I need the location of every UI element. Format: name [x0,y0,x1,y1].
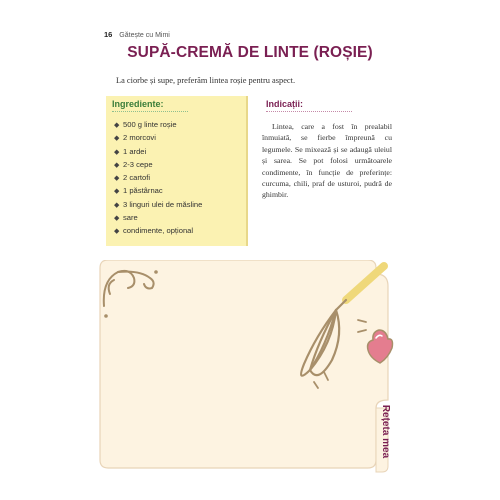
recipe-title: SUPĂ-CREMĂ DE LINTE (ROȘIE) [127,44,373,61]
list-item [114,131,202,144]
ingredient-text: 500 g linte roșie [123,120,177,129]
bullet-icon: ◆ [114,201,120,209]
page-number: 16 [104,30,113,39]
list-item [114,158,202,171]
ingredients-heading: Ingrediente: [112,99,188,112]
bullet-icon: ◆ [114,122,120,129]
ingredient-text: 2 morcovi [123,133,156,143]
ingredient-text: 1 ardei [123,146,147,156]
directions-text: Lintea, care a fost în prealabil înmuiată, se fierbe împreună cu legumele. Se mixează și se adaugă uleiul și sarea. Se pot folosi următoarele condimente, în funcție de preferințe: curcuma, chili, praf de usturoi, pudră de ghimbir. [262,122,392,200]
list-item [114,211,202,224]
bullet-icon: ◆ [114,148,120,156]
tab-my-recipe[interactable] [376,396,396,466]
recipe-intro: La ciorbe și supe, preferăm lintea roșie pentru aspect. [116,76,296,85]
ingredient-text: 3 linguri ulei de măsline [123,199,203,209]
ingredient-text: 2-3 cepe [123,159,153,169]
list-item [114,184,202,197]
bullet-icon: ◆ [114,161,120,169]
directions-heading: Indicații: [266,99,352,112]
tab-label-text: Rețeta mea [380,404,392,458]
list-item [114,145,202,158]
book-title: Gătește cu Mimi [119,32,170,39]
ingredient-text: 1 păstârnac [123,186,163,196]
bullet-icon: ◆ [114,175,120,183]
list-item [114,224,202,237]
ingredients-list [114,118,202,238]
list-item [114,118,202,131]
bullet-icon: ◆ [114,215,120,223]
ingredient-text: sare [123,213,138,223]
list-item [114,198,202,211]
card-shape [100,260,388,468]
ingredient-text: 2 cartofi [123,173,151,183]
list-item [114,171,202,184]
bullet-icon: ◆ [114,228,120,236]
bullet-icon: ◆ [114,188,120,196]
notes-card[interactable] [96,260,396,475]
ingredient-text: condimente, opțional [123,226,194,236]
bullet-icon: ◆ [114,135,120,143]
page-header [104,30,170,39]
